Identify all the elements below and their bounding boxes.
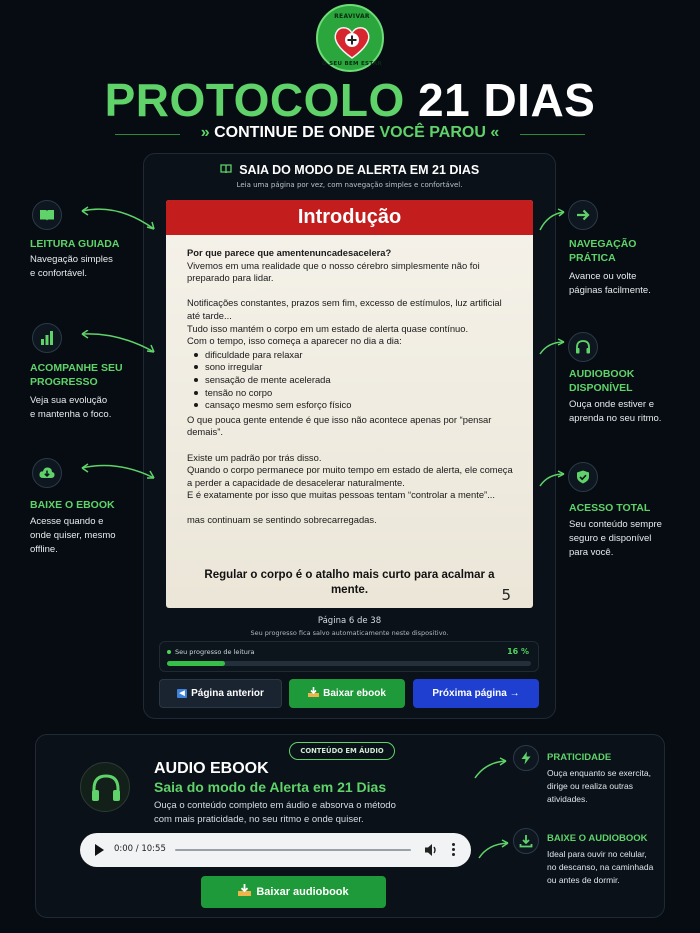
feature-title: ACOMPANHE SEU PROGRESSO [30, 362, 123, 388]
page-title [0, 72, 700, 128]
progress-track [167, 661, 531, 666]
curved-arrow-icon [476, 838, 512, 862]
feature-desc: Ouça onde estiver e aprenda no seu ritmo. [569, 399, 662, 424]
list-item: sensação de mente acelerada [187, 374, 517, 387]
audio-subtitle: Saia do modo de Alerta em 21 Dias [154, 779, 387, 795]
page-paragraph: Com o tempo, isso começa a aparecer no dia a dia: [187, 335, 402, 347]
list-item: dificuldade para relaxar [187, 349, 517, 362]
chapter-title: Introdução [166, 200, 533, 235]
curved-arrow-icon [78, 460, 160, 484]
progress-percent: 16 % [507, 647, 529, 656]
shield-check-icon [568, 462, 598, 492]
headphones-icon [80, 762, 130, 812]
subtitle-part1: CONTINUE DE ONDE [214, 124, 376, 141]
feature-desc: Veja sua evolução e mantenha o foco. [30, 395, 112, 420]
cloud-download-icon [32, 458, 62, 488]
download-icon [513, 828, 539, 854]
download-audiobook-button[interactable] [201, 876, 386, 908]
page-closing: Regular o corpo é o atalho mais curto para acalmar a mente. [204, 569, 495, 596]
page-paragraph: O que pouca gente entende é que isso não acontece apenas por “pensar demais”. [187, 413, 492, 438]
page-paragraph: mas continuam se sentindo sobrecarregadas. [187, 514, 377, 526]
curved-arrow-icon [472, 756, 510, 782]
subtitle-row [110, 124, 590, 146]
download-ebook-label: Baixar ebook [323, 688, 386, 699]
curved-arrow-icon [538, 336, 568, 358]
more-options-icon[interactable] [451, 842, 455, 858]
page-paragraph: E é exatamente por isso que muitas pessoas tentam “controlar a mente”... [187, 489, 495, 501]
audio-feature-desc: Ideal para ouvir no celular, no descanso, na caminhada ou antes de dormir. [547, 849, 654, 885]
download-ebook-button[interactable] [289, 679, 405, 708]
arrow-right-icon [568, 200, 598, 230]
curved-arrow-icon [538, 208, 568, 234]
next-page-label: Próxima página → [432, 688, 520, 699]
audio-badge: CONTEÚDO EM ÁUDIO [289, 742, 395, 760]
next-page-button[interactable] [413, 679, 539, 708]
chevrons-left-icon: « [490, 124, 500, 141]
audio-feature-title: PRATICIDADE [547, 752, 612, 763]
page-question: Por que parece que amentenuncadesacelera? [187, 247, 392, 258]
list-item: cansaço mesmo sem esforço físico [187, 399, 517, 412]
audio-feature-title: BAIXE O AUDIOBOOK [547, 833, 648, 844]
page-content [187, 247, 517, 527]
lightning-icon [513, 745, 539, 771]
title-part1: PROTOCOLO [104, 74, 405, 126]
play-icon[interactable] [95, 844, 104, 856]
page-paragraph: Quando o corpo permanece por muito tempo em estado de alerta, ele começa a perder a capacidade de desacelerar naturalmente. [187, 464, 513, 488]
feature-desc: Avance ou volte páginas facilmente. [569, 271, 651, 296]
bar-chart-icon [32, 323, 62, 353]
divider-left [115, 134, 180, 135]
feature-title: NAVEGAÇÃO PRÁTICA [569, 238, 637, 264]
reading-progress [159, 641, 539, 672]
page-subtitle [185, 124, 515, 142]
page-indicator: Página 6 de 38 [317, 616, 382, 626]
logo-bottom-text: O SEU BEM ESTAR [321, 61, 383, 67]
audio-title: AUDIO EBOOK [154, 760, 269, 777]
symptom-list [187, 349, 517, 412]
book-icon [220, 163, 235, 177]
page-paragraph: Notificações constantes, prazos sem fim, excesso de estímulos, luz artificial até tarde... [187, 297, 502, 321]
list-item: tensão no corpo [187, 387, 517, 400]
headphones-icon [568, 332, 598, 362]
seek-bar[interactable] [175, 849, 411, 851]
feature-desc: Navegação simples e confortável. [30, 254, 113, 279]
previous-page-button[interactable] [159, 679, 282, 708]
reader-heading [144, 163, 555, 177]
feature-desc: Seu conteúdo sempre seguro e disponível para você. [569, 519, 662, 558]
feature-title: AUDIOBOOK DISPONÍVEL [569, 368, 635, 394]
save-note: Seu progresso fica salvo automaticamente neste dispositivo. [250, 629, 449, 637]
page-paragraph: Existe um padrão por trás disso. [187, 451, 322, 463]
subtitle-part2: VOCÊ PAROU [379, 124, 486, 141]
feature-title: BAIXE O EBOOK [30, 499, 115, 511]
page-number: 5 [501, 586, 511, 604]
download-audiobook-label: Baixar audiobook [256, 886, 349, 898]
page-paragraph: Vivemos em uma realidade que o nosso cérebro simplesmente não foi preparado para lidar. [187, 259, 480, 284]
chevrons-right-icon: » [200, 124, 210, 141]
curved-arrow-icon [78, 205, 160, 235]
curved-arrow-icon [538, 468, 568, 490]
download-icon [238, 884, 251, 896]
reader-subheading: Leia uma página por vez, com navegação simples e confortável. [236, 181, 463, 189]
title-part2: 21 DIAS [418, 74, 596, 126]
previous-page-label: Página anterior [191, 688, 264, 699]
reader-heading-text: SAIA DO MODO DE ALERTA EM 21 DIAS [239, 163, 480, 177]
player-time: 0:00 / 10:55 [114, 844, 166, 854]
progress-fill [167, 661, 225, 666]
page-paragraph: Tudo isso mantém o corpo em um estado de alerta quase contínuo. [187, 322, 469, 334]
divider-right [520, 134, 585, 135]
volume-icon[interactable] [424, 842, 438, 858]
audio-player[interactable] [80, 833, 471, 867]
progress-label: Seu progresso de leitura [167, 648, 255, 656]
audio-feature-desc: Ouça enquanto se exercita, dirige ou realiza outras atividades. [547, 768, 651, 804]
curved-arrow-icon [78, 330, 160, 356]
feature-title: ACESSO TOTAL [569, 502, 651, 514]
download-icon [308, 687, 319, 697]
list-item: sono irregular [187, 361, 517, 374]
feature-desc: Acesse quando e onde quiser, mesmo offline. [30, 516, 116, 555]
back-arrow-icon: ◀ [177, 689, 187, 698]
audio-description: Ouça o conteúdo completo em áudio e absorva o método com mais praticidade, no seu ritmo e onde quiser. [154, 800, 396, 825]
ebook-page [166, 200, 533, 608]
book-open-icon [32, 200, 62, 230]
logo-top-text: REAVIVAR [334, 13, 370, 20]
logo [316, 4, 384, 72]
feature-title: LEITURA GUIADA [30, 238, 120, 250]
